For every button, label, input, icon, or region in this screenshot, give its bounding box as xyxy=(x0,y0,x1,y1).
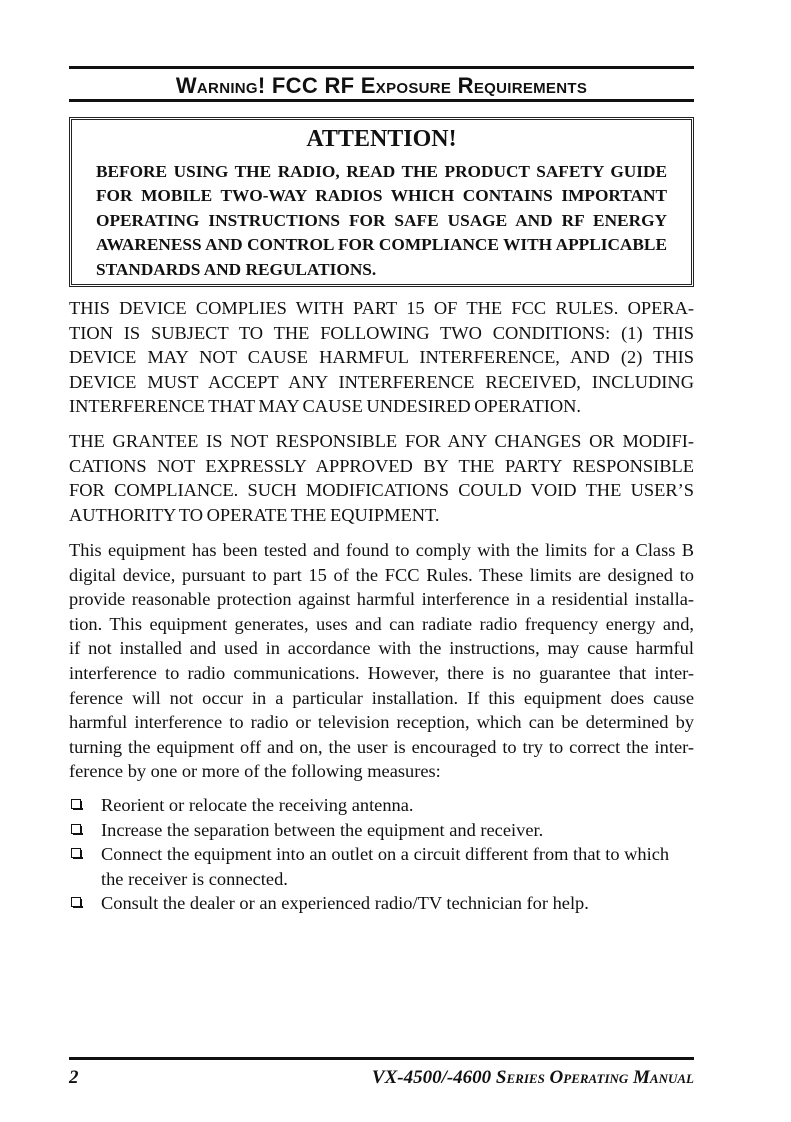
checkbox-bullet-icon xyxy=(71,848,81,858)
attention-box xyxy=(69,117,694,287)
checkbox-bullet-icon xyxy=(71,897,81,907)
paragraph-line: INTERFERENCE THAT MAY CAUSE UNDESIRED OPERATION. xyxy=(69,396,582,417)
list-item-text: Connect the equipment into an outlet on a circuit different from that to which the receiver is connected. xyxy=(101,844,670,889)
list-item xyxy=(69,891,694,916)
measures-list xyxy=(69,793,694,916)
paragraph-line: DEVICE MAY NOT CAUSE HARMFUL INTERFERENCE, AND (2) THIS xyxy=(69,347,694,368)
footer-divider xyxy=(69,1057,694,1060)
paragraph-line: FOR COMPLIANCE. SUCH MODIFICATIONS COULD VOID THE USER’S xyxy=(69,480,694,501)
compliance-paragraph xyxy=(69,296,694,419)
page-number: 2 xyxy=(69,1067,79,1088)
paragraph-line: TION IS SUBJECT TO THE FOLLOWING TWO CONDITIONS: (1) THIS xyxy=(69,322,694,343)
class-b-paragraph xyxy=(69,538,694,784)
paragraph-line: ference will not occur in a particular installation. If this equipment does cause xyxy=(69,687,694,708)
paragraph-line: harmful interference to radio or television reception, which can be determined by xyxy=(69,712,694,733)
paragraph-line: AUTHORITY TO OPERATE THE EQUIPMENT. xyxy=(69,504,440,525)
paragraph-line: ference by one or more of the following measures: xyxy=(69,761,441,782)
manual-title: VX-4500/-4600 Series Operating Manual xyxy=(371,1067,694,1088)
checkbox-bullet-icon xyxy=(71,799,81,809)
list-item-text: Increase the separation between the equipment and receiver. xyxy=(101,819,544,840)
attention-body: BEFORE USING THE RADIO, READ THE PRODUCT SAFETY GUIDE FOR MOBILE TWO-WAY RADIOS WHICH CONTAINS IMPORTANT OPERATING INSTRUCTIONS FOR SAFE USAGE AND RF ENERGY AWARENESS AND CONTROL FOR COMPLIANCE WITH APPLICABLE STANDARDS AND REGULATIONS. xyxy=(96,162,667,279)
page-header xyxy=(69,66,694,102)
paragraph-line: turning the equipment off and on, the user is encouraged to try to correct the inter- xyxy=(69,736,694,757)
checkbox-bullet-icon xyxy=(71,824,81,834)
paragraph-line: This equipment has been tested and found to comply with the limits for a Class B xyxy=(69,540,694,560)
paragraph-line: interference to radio communications. However, there is no guarantee that inter- xyxy=(69,662,694,683)
grantee-paragraph xyxy=(69,429,694,527)
page-title: Warning! FCC RF Exposure Requirements xyxy=(175,73,588,98)
paragraph-line: THE GRANTEE IS NOT RESPONSIBLE FOR ANY CHANGES OR MODIFI- xyxy=(69,431,694,451)
list-item xyxy=(69,842,694,891)
paragraph-line: digital device, pursuant to part 15 of the FCC Rules. These limits are designed to xyxy=(69,564,694,585)
list-item xyxy=(69,793,694,818)
attention-heading: ATTENTION! xyxy=(306,126,457,152)
paragraph-line: CATIONS NOT EXPRESSLY APPROVED BY THE PARTY RESPONSIBLE xyxy=(69,455,694,476)
list-item xyxy=(69,818,694,843)
paragraph-line: if not installed and used in accordance with the instructions, may cause harmful xyxy=(69,638,694,659)
list-item-text: Consult the dealer or an experienced radio/TV technician for help. xyxy=(101,893,589,914)
list-item-text: Reorient or relocate the receiving antenna. xyxy=(101,795,414,815)
paragraph-line: THIS DEVICE COMPLIES WITH PART 15 OF THE FCC RULES. OPERA- xyxy=(69,298,694,318)
paragraph-line: tion. This equipment generates, uses and can radiate radio frequency energy and, xyxy=(69,613,694,634)
paragraph-line: DEVICE MUST ACCEPT ANY INTERFERENCE RECEIVED, INCLUDING xyxy=(69,371,694,392)
paragraph-line: provide reasonable protection against harmful interference in a residential installa- xyxy=(69,589,694,610)
